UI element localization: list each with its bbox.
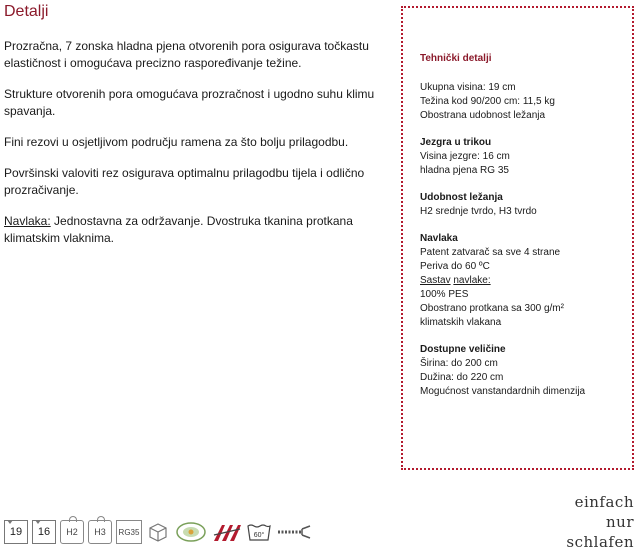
desc-paragraph-4: Površinski valoviti rez osigurava optimalnu prilagodbu tijela i odlično prozračivanje.	[4, 166, 365, 197]
width-size: Širina: do 200 cm	[420, 358, 498, 369]
desc-paragraph-1: Prozračna, 7 zonska hladna pjena otvorenih pora osigurava točkastu elastičnost i omogućava precizno raspoređivanje težine.	[4, 39, 369, 70]
core-foam: hladna pjena RG 35	[420, 165, 509, 176]
desc-paragraph-3: Fini rezovi u osjetljivom području ramena za što bolju prilagodbu.	[4, 135, 349, 149]
zipper-icon	[276, 520, 312, 544]
zipper: Patent zatvarač sa sve 4 strane	[420, 247, 561, 258]
description	[4, 38, 384, 261]
length-size: Dužina: do 220 cm	[420, 372, 504, 383]
h3-weight-icon: H3	[88, 520, 112, 544]
weight: Težina kod 90/200 cm: 11,5 kg	[420, 96, 555, 107]
comfort-section	[420, 191, 625, 219]
wash-60-icon	[246, 520, 272, 544]
composition-label	[420, 274, 625, 288]
feature-icons	[4, 520, 312, 544]
desc-paragraph-2: Strukture otvorenih pora omogućava prozračnost i ugodno suhu klimu spavanja.	[4, 87, 375, 118]
total-height-icon: 19	[4, 520, 28, 544]
core-section	[420, 136, 625, 178]
technical-details-box	[401, 6, 634, 470]
technical-details-title: Tehnički detalji	[420, 53, 492, 64]
composition-pes: 100% PES	[420, 289, 469, 300]
general-section	[420, 81, 625, 123]
foam-cube-icon	[146, 520, 170, 544]
sizes-section	[420, 343, 625, 399]
cover-section	[420, 232, 625, 330]
logo-line-2: nur	[606, 513, 634, 531]
quality-seal-icon	[174, 520, 208, 544]
two-sided-comfort: Obostrana udobnost ležanja	[420, 110, 546, 121]
washable: Periva do 60 ºC	[420, 261, 490, 272]
composition-fibers: klimatskih vlakana	[420, 317, 502, 328]
cover-heading: Navlaka	[420, 233, 458, 244]
composition-word-1: Sastav	[420, 275, 451, 286]
sizes-heading: Dostupne veličine	[420, 344, 506, 355]
core-height: Visina jezgre: 16 cm	[420, 151, 510, 162]
brand-logo	[562, 492, 634, 552]
composition-weave: Obostrano protkana sa 300 g/m²	[420, 303, 564, 314]
manufacturer-logo-icon	[212, 520, 242, 544]
logo-line-3: schlafen	[566, 533, 634, 551]
comfort-heading: Udobnost ležanja	[420, 192, 503, 203]
desc-paragraph-5	[4, 213, 384, 247]
core-heading: Jezgra u trikou	[420, 137, 492, 148]
page-title: Detalji	[4, 3, 49, 20]
custom-size: Mogućnost vanstandardnih dimenzija	[420, 386, 586, 397]
composition-word-2: navlake:	[453, 275, 491, 286]
wash-temp-label: 60°	[253, 532, 265, 539]
core-height-icon: 16	[32, 520, 56, 544]
rg35-foam-icon: RG35	[116, 520, 142, 544]
cover-label: Navlaka:	[4, 214, 51, 228]
cover-text: Jednostavna za održavanje. Dvostruka tkanina protkana klimatskim vlaknima.	[4, 214, 353, 245]
h2-weight-icon: H2	[60, 520, 84, 544]
logo-line-1: einfach	[574, 493, 634, 511]
total-height: Ukupna visina: 19 cm	[420, 82, 516, 93]
firmness: H2 srednje tvrdo, H3 tvrdo	[420, 206, 537, 217]
